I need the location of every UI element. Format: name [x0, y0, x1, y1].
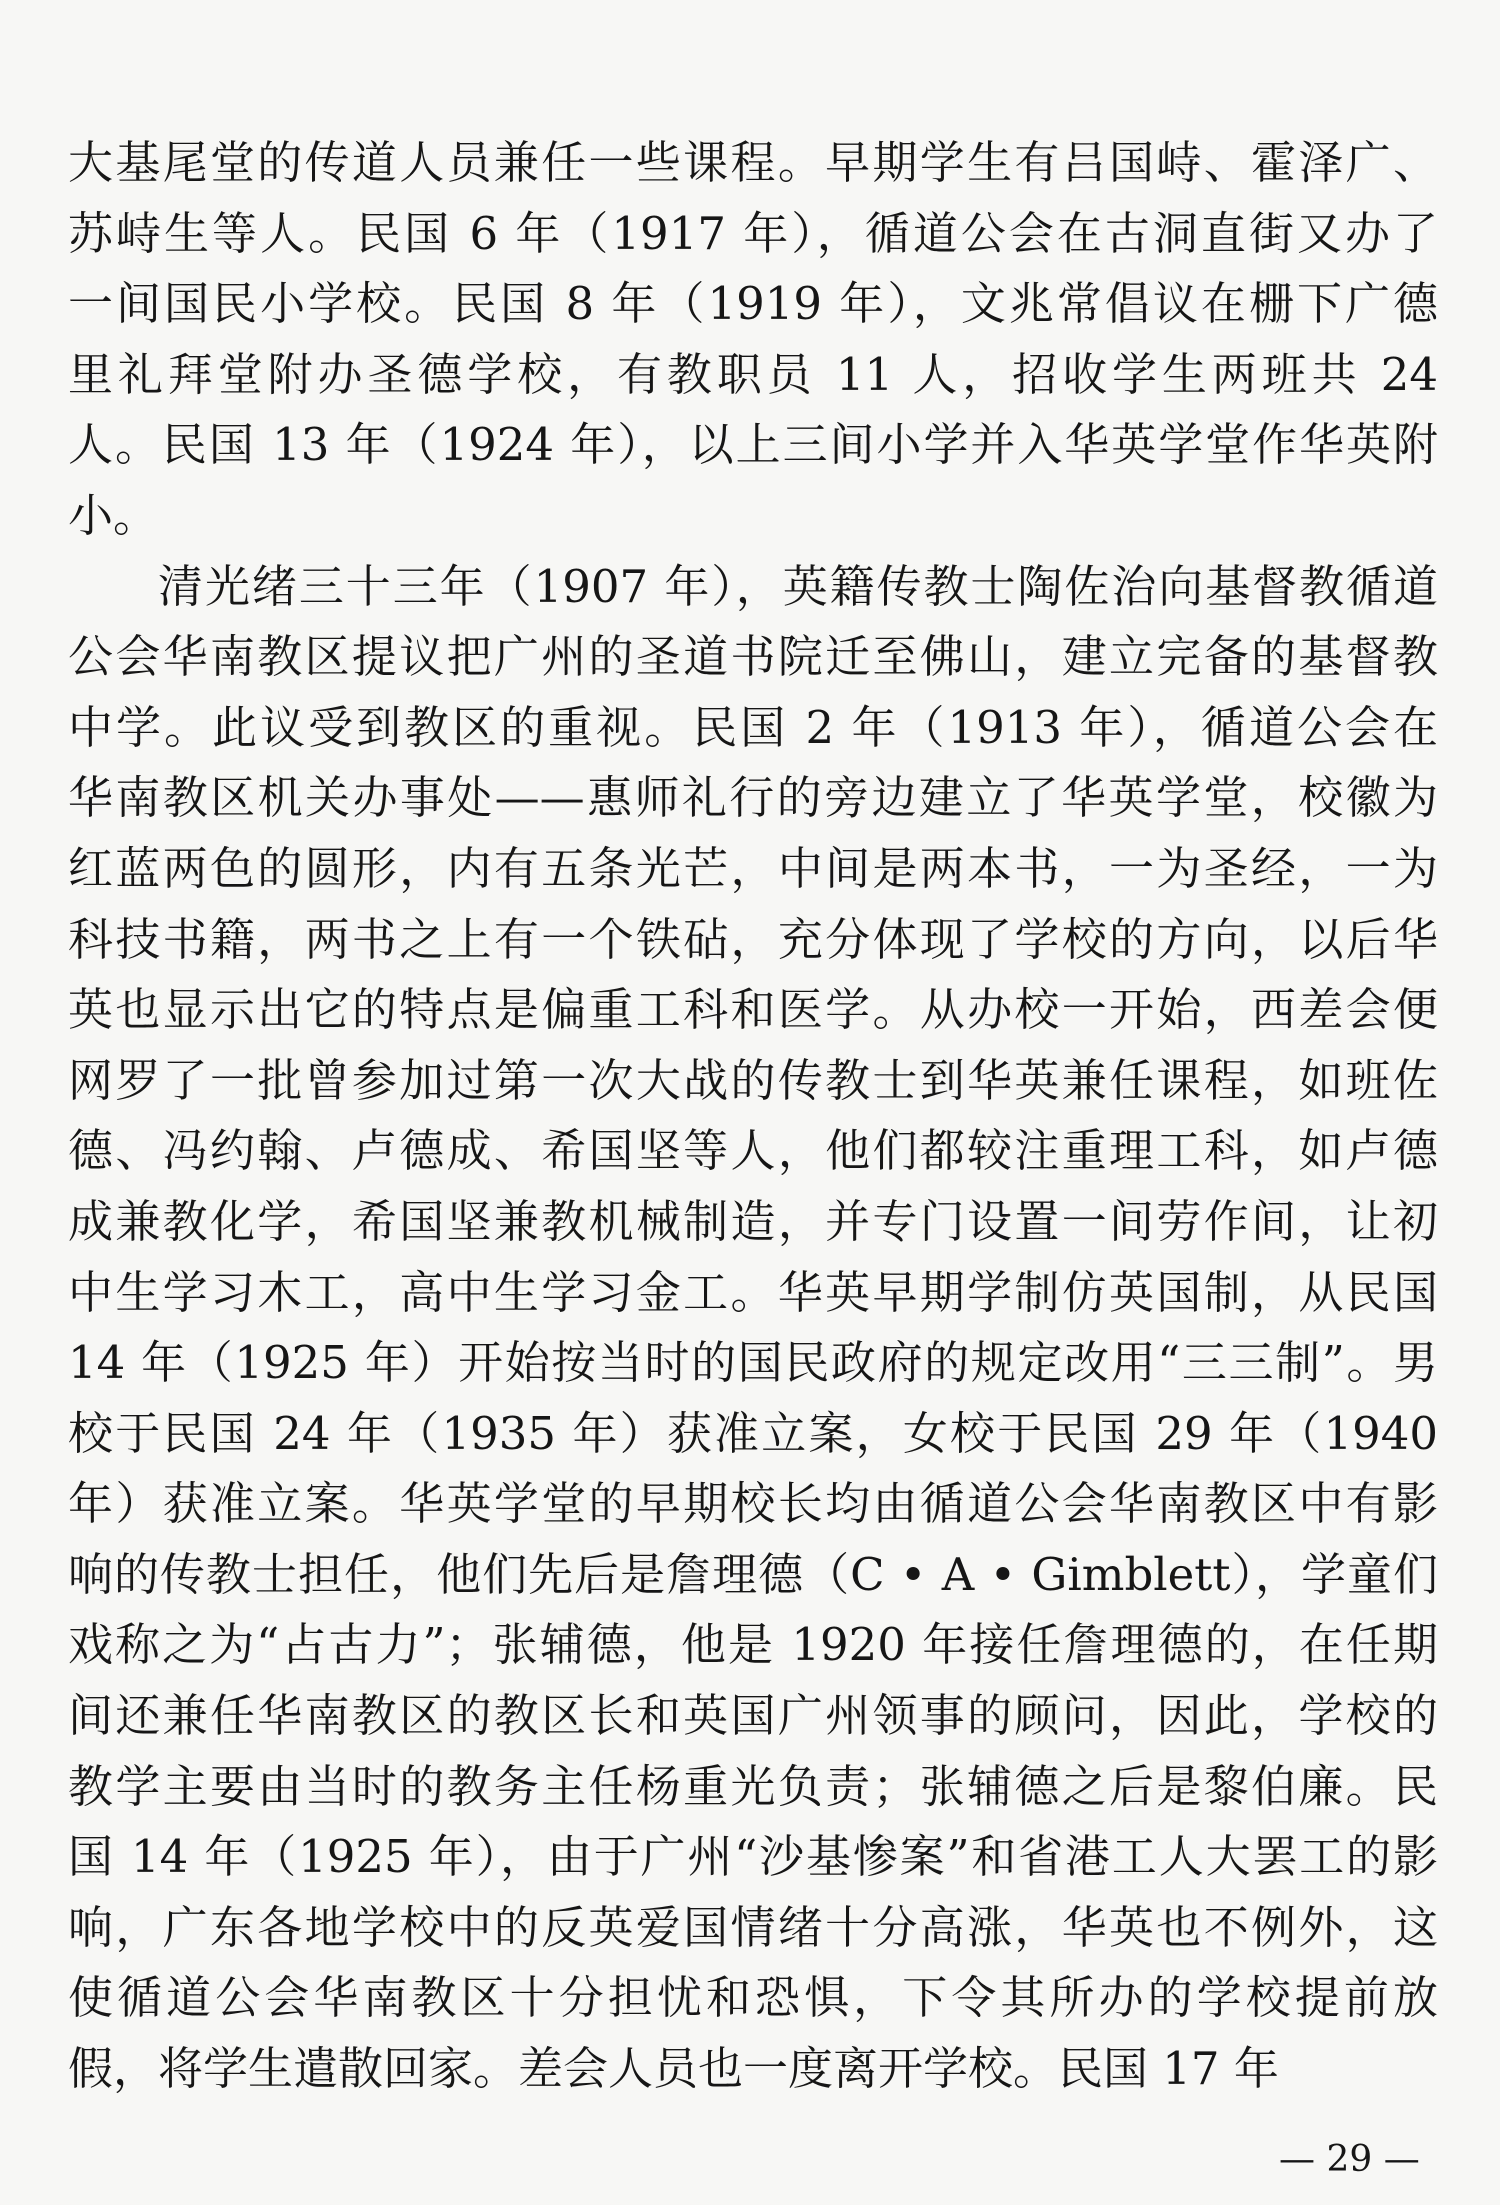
text-line: 英也显示出它的特点是偏重工科和医学。从办校一开始，西差会便 — [68, 983, 1438, 1037]
text-line: 华南教区机关办事处——惠师礼行的旁边建立了华英学堂，校徽为 — [68, 771, 1438, 825]
text-line: 一间国民小学校。民国 8 年（1919 年），文兆常倡议在栅下广德 — [68, 277, 1438, 331]
text-line: 里礼拜堂附办圣德学校，有教职员 11 人，招收学生两班共 24 — [68, 347, 1438, 401]
text-line: 大基尾堂的传道人员兼任一些课程。早期学生有吕国峙、霍泽广、 — [68, 136, 1438, 189]
text-line: 教学主要由当时的教务主任杨重光负责；张辅德之后是黎伯廉。民 — [68, 1759, 1438, 1813]
text-line: 红蓝两色的圆形，内有五条光芒，中间是两本书，一为圣经，一为 — [68, 841, 1438, 895]
text-line: 中生学习木工，高中生学习金工。华英早期学制仿英国制，从民国 — [68, 1265, 1438, 1319]
body-text — [68, 128, 1438, 2105]
text-line: 中学。此议受到教区的重视。民国 2 年（1913 年），循道公会在 — [68, 700, 1438, 754]
text-line: 小。 — [68, 488, 159, 542]
text-line: 校于民国 24 年（1935 年）获准立案，女校于民国 29 年（1940 — [68, 1406, 1438, 1460]
text-line: 14 年（1925 年）开始按当时的国民政府的规定改用“三三制”。男 — [68, 1336, 1438, 1390]
text-line: 清光绪三十三年（1907 年），英籍传教士陶佐治向基督教循道 — [158, 559, 1438, 613]
text-line: 成兼教化学，希国坚兼教机械制造，并专门设置一间劳作间，让初 — [68, 1194, 1438, 1248]
text-line: 年）获准立案。华英学堂的早期校长均由循道公会华南教区中有影 — [68, 1477, 1438, 1531]
text-line: 使循道公会华南教区十分担忧和恐惧，下令其所办的学校提前放 — [68, 1971, 1438, 2025]
text-line: 公会华南教区提议把广州的圣道书院迁至佛山，建立完备的基督教 — [68, 630, 1438, 684]
text-line: 戏称之为“占古力”；张辅德，他是 1920 年接任詹理德的，在任期 — [68, 1618, 1438, 1672]
text-line: 间还兼任华南教区的教区长和英国广州领事的顾问，因此，学校的 — [68, 1689, 1438, 1743]
text-line: 人。民国 13 年（1924 年），以上三间小学并入华英学堂作华英附 — [68, 418, 1438, 472]
text-line: 响的传教士担任，他们先后是詹理德（C • A • Gimblett），学童们 — [68, 1547, 1438, 1601]
text-line: 网罗了一批曾参加过第一次大战的传教士到华英兼任课程，如班佐 — [68, 1053, 1438, 1107]
text-line: 响，广东各地学校中的反英爱国情绪十分高涨，华英也不例外，这 — [68, 1900, 1438, 1954]
text-line: 苏峙生等人。民国 6 年（1917 年），循道公会在古洞直街又办了 — [68, 206, 1438, 260]
text-line: 科技书籍，两书之上有一个铁砧，充分体现了学校的方向，以后华 — [68, 912, 1438, 966]
text-line: 国 14 年（1925 年），由于广州“沙基惨案”和省港工人大罢工的影 — [68, 1830, 1438, 1884]
text-line: 德、冯约翰、卢德成、希国坚等人，他们都较注重理工科，如卢德 — [68, 1124, 1438, 1178]
page-number: — 29 — — [1279, 2139, 1420, 2180]
text-line: 假，将学生遣散回家。差会人员也一度离开学校。民国 17 年 — [68, 2042, 1279, 2096]
